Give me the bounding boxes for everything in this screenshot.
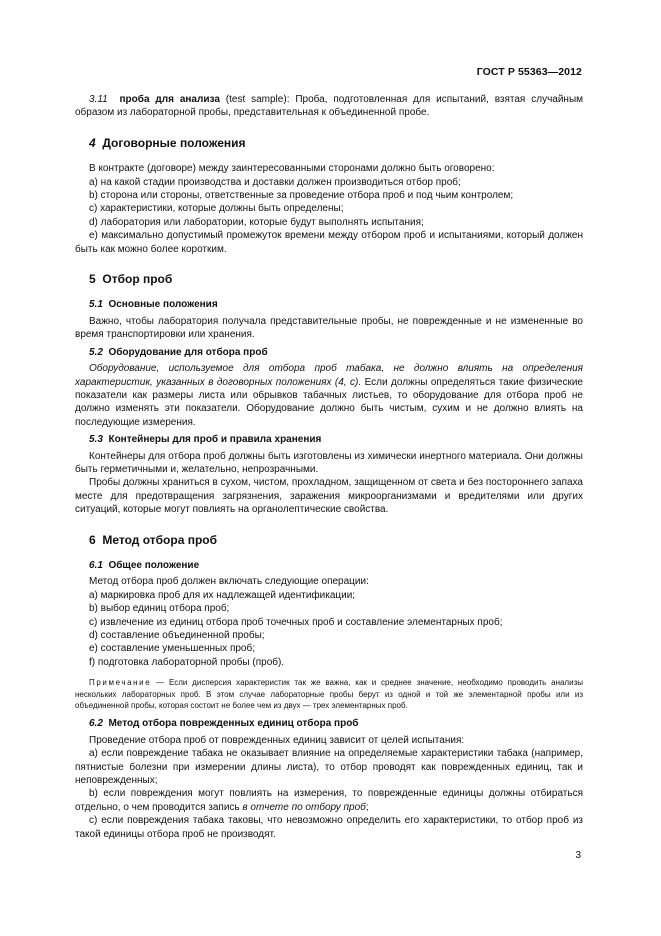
clause-6-1-heading — [75, 559, 583, 572]
italic-text: Оборудование, используемое для отбора проб табака, не должно влиять на определения характеристик, указанных в договорных положениях (4, с). — [75, 363, 583, 388]
list-item: с) если повреждения табака таковы, что невозможно определить его характеристики, то отбор проб из такой единицы отбора проб не производят. — [75, 815, 583, 840]
list-item: b) выбор единиц отбора проб; — [89, 603, 230, 615]
list-item: a) маркировка проб для их надлежащей идентификации; — [89, 589, 356, 601]
note — [75, 677, 583, 711]
note-label: Примечание — [89, 678, 152, 688]
section-4-intro: В контракте (договоре) между заинтересованными сторонами должно быть оговорено: — [89, 163, 495, 175]
clause-number: 5.3 — [89, 434, 103, 446]
standard-code: ГОСТ Р 55363—2012 — [476, 66, 582, 78]
list-item: b) сторона или стороны, ответственные за проведение отбора проб и под чьим контролем; — [89, 190, 514, 202]
page-number: 3 — [575, 850, 581, 861]
list-item: a) на какой стадии производства и доставки должен производиться отбор проб; — [89, 176, 461, 188]
list-item: c) извлечение из единиц отбора проб точечных проб и составление элементарных проб; — [89, 616, 503, 628]
clause-5-3-p1: Контейнеры для отбора проб должны быть изготовлены из химически инертного материала. Они должны быть герметичными и, желательно, непрозрачными. — [75, 450, 583, 475]
section-number: 5 — [89, 272, 96, 287]
clause-title: Общее положение — [108, 559, 200, 571]
clause-title: Контейнеры для проб и правила хранения — [108, 434, 322, 446]
list-item: e) максимально допустимый промежуток времени между отбором проб и испытаниями, который должен быть как можно более коротким. — [75, 230, 583, 255]
italic-text: в отчете по отбору проб — [242, 801, 366, 813]
list-item: e) составление уменьшенных проб; — [89, 643, 255, 655]
note-text: — Если дисперсия характеристик так же важна, как и среднее значение, необходимо проводить анализы нескольких лабораторных проб. В этом случае лабораторные пробы берут из одной и той же элементарной пробы или из объединенной пробы, которая состоит не более чем из двух — трех элементарных проб. — [75, 678, 583, 711]
section-title: Договорные положения — [102, 135, 246, 150]
clause-title: Метод отбора поврежденных единиц отбора проб — [108, 718, 359, 730]
section-6-heading — [75, 534, 583, 547]
clause-number: 6.2 — [89, 718, 103, 730]
clause-number: 5.1 — [89, 299, 103, 311]
body-text: ; — [365, 801, 369, 813]
definition: : Проба, подготовленная для испытаний, взятая случайным образом из лабораторной пробы, представительная к объединенной пробе. — [75, 94, 584, 119]
clause-3-11 — [75, 93, 583, 120]
list-item: а) если повреждение табака не оказывает влияние на определяемые характеристики табака (например, пятнистые болезни при измерении длины листа), то отбор проводят как поврежденных единиц, так и неповрежденных; — [75, 748, 583, 787]
section-number: 4 — [89, 135, 96, 150]
clause-5-1-heading — [75, 298, 583, 311]
clause-5-3-p2: Пробы должны храниться в сухом, чистом, прохладном, защищенном от света и без постороннего запаха месте для предотвращения загрязнения, заражения микроорганизмами и вредителями или других ситуаций, которые могут повлиять на органолептические свойства. — [75, 477, 583, 516]
clause-5-2-heading — [75, 346, 583, 359]
term-en: (test sample) — [219, 94, 287, 105]
section-5-heading — [75, 273, 583, 286]
list-item: c) характеристики, которые должны быть определены; — [89, 203, 344, 215]
clause-title: Оборудование для отбора проб — [108, 346, 268, 358]
term: проба для анализа — [119, 94, 220, 105]
list-item: d) лаборатория или лаборатории, которые будут выполнять испытания; — [89, 216, 424, 228]
list-item — [75, 787, 583, 814]
clause-number: 3.11 — [89, 94, 108, 105]
list-item: d) составление объединенной пробы; — [89, 630, 265, 641]
clause-5-3-heading — [75, 433, 583, 446]
section-title: Метод отбора проб — [102, 532, 218, 547]
clause-5-2-text — [75, 362, 583, 429]
clause-5-1-text: Важно, чтобы лаборатория получала представительные пробы, не поврежденные и не измененные во время транспортировки или хранения. — [75, 315, 583, 341]
clause-title: Основные положения — [108, 299, 218, 311]
section-number: 6 — [89, 532, 96, 547]
clause-number: 5.2 — [89, 346, 103, 358]
body-text: b) если повреждения могут повлиять на измерения, то поврежденные единицы должны отбираться отдельно, о чем проводится запись — [75, 788, 583, 813]
document-body — [75, 93, 583, 841]
clause-6-2-intro: Проведение отбора проб от поврежденных единиц зависит от целей испытания: — [89, 734, 465, 746]
clause-6-2-heading — [75, 717, 583, 730]
clause-number: 6.1 — [89, 559, 103, 571]
list-item: f) подготовка лабораторной пробы (проб). — [89, 656, 285, 668]
section-4-heading — [75, 137, 583, 150]
clause-6-1-intro: Метод отбора проб должен включать следующие операции: — [89, 576, 369, 588]
section-title: Отбор проб — [102, 272, 173, 287]
body-text: Если должны определяться такие физические показатели как размеры листа или обрывков табачных листьев, то оборудование для отбора проб не должно изменять эти показатели. Оборудование должно быть чистым, сухим и не должно влиять на последующие измерения. — [75, 376, 583, 428]
